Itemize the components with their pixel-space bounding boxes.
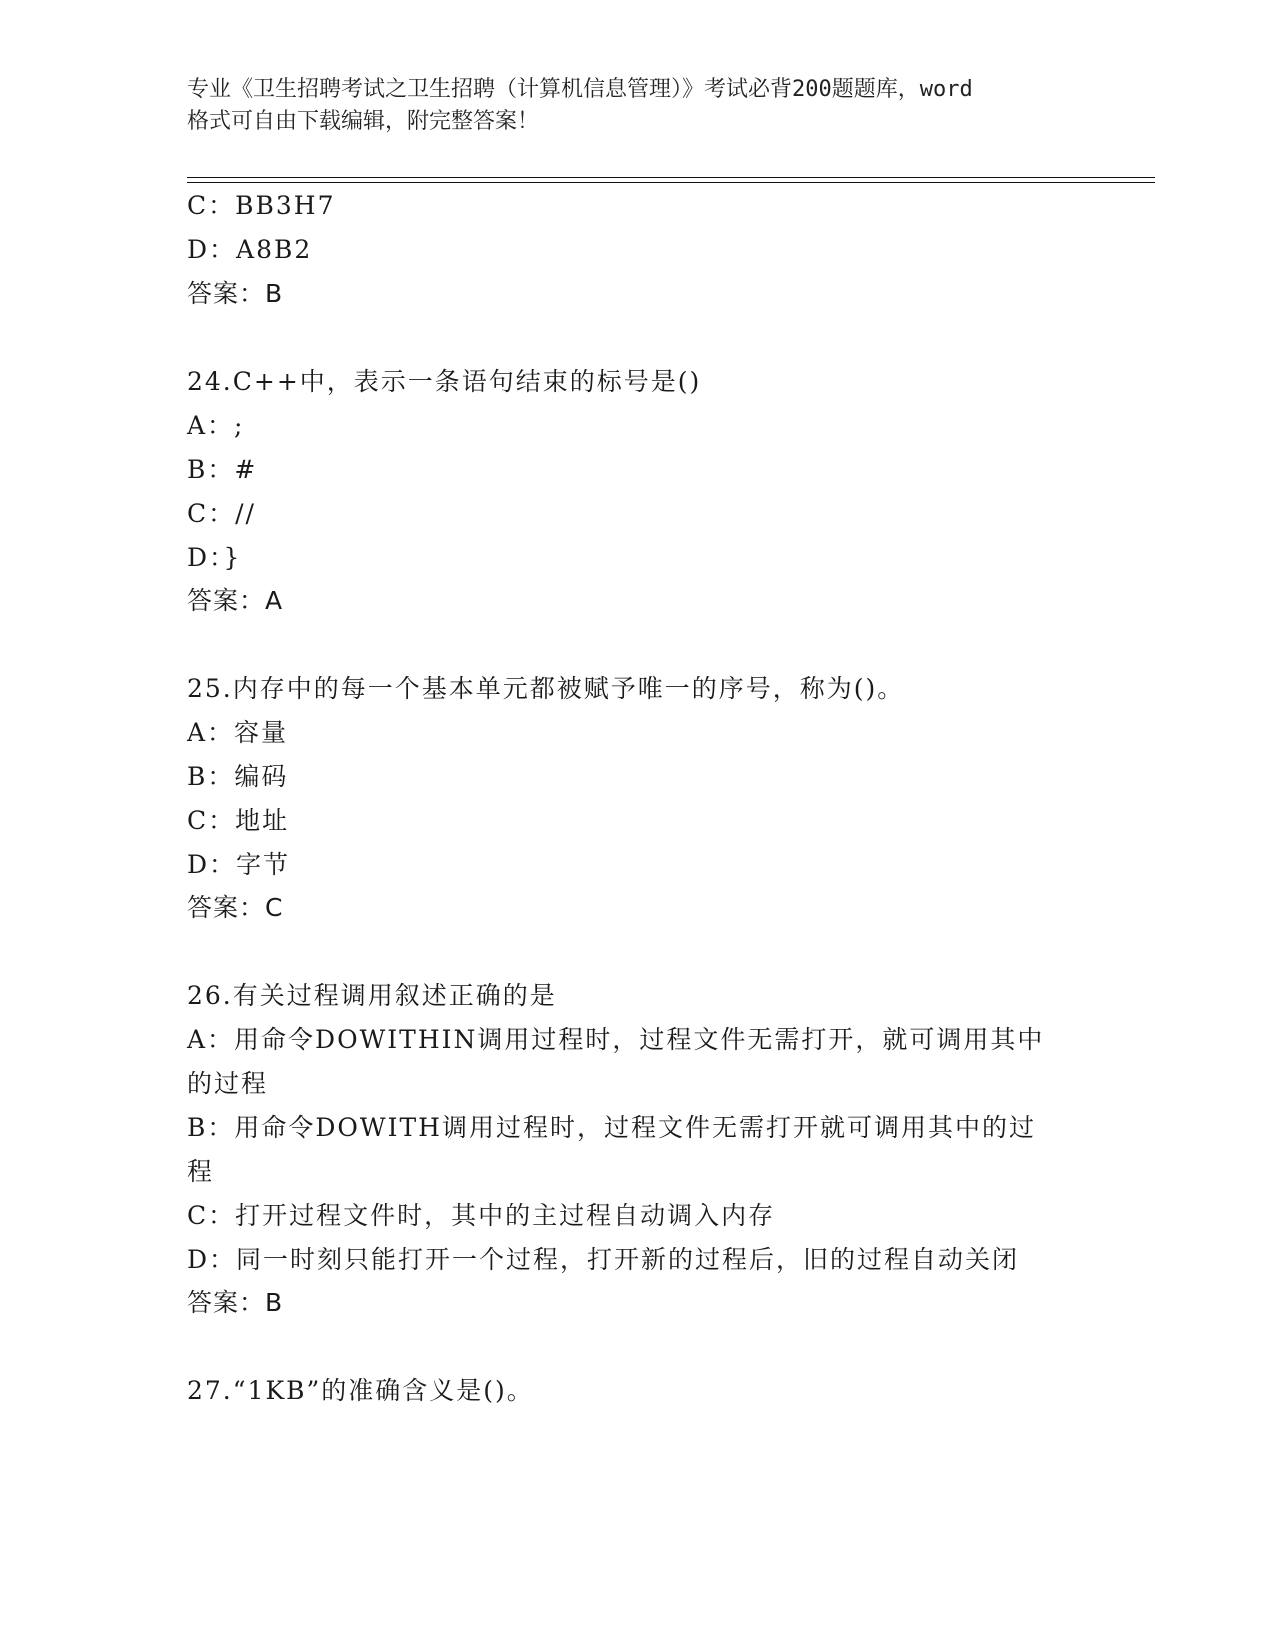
option-b: B：用命令DOWITH调用过程时，过程文件无需打开就可调用其中的过 (187, 1113, 1036, 1142)
option-c: C：BB3H7 (187, 191, 336, 220)
option-c: C：地址 (187, 806, 290, 835)
option-d: D：字节 (187, 850, 291, 879)
option-c: C：// (187, 499, 256, 528)
option-a: A：容量 (187, 718, 289, 747)
answer: 答案：C (187, 893, 284, 922)
option-d: D：同一时刻只能打开一个过程，打开新的过程后，旧的过程自动关闭 (187, 1245, 1020, 1274)
document-header (187, 74, 1087, 138)
header-divider-top (187, 177, 1155, 178)
option-a: A：用命令DOWITHIN调用过程时，过程文件无需打开，就可调用其中 (187, 1025, 1045, 1054)
answer: 答案：B (187, 1288, 284, 1317)
option-a-continued: 的过程 (187, 1069, 269, 1098)
header-line-1: 专业《卫生招聘考试之卫生招聘（计算机信息管理）》考试必背200题题库，word (187, 77, 973, 102)
option-c: C：打开过程文件时，其中的主过程自动调入内存 (187, 1201, 776, 1230)
option-d: D：} (187, 543, 242, 572)
header-divider-bottom (187, 182, 1155, 183)
header-line-2: 格式可自由下载编辑，附完整答案！ (187, 109, 540, 134)
question-24: 24.C++中，表示一条语句结束的标号是() (187, 367, 702, 396)
option-b-continued: 程 (187, 1157, 215, 1186)
question-26: 26.有关过程调用叙述正确的是 (187, 981, 557, 1010)
answer: 答案：B (187, 279, 284, 308)
question-25: 25.内存中的每一个基本单元都被赋予唯一的序号，称为()。 (187, 674, 905, 703)
option-b: B：编码 (187, 762, 289, 791)
option-b: B：# (187, 455, 258, 484)
question-27: 27.“1KB”的准确含义是()。 (187, 1376, 534, 1405)
answer: 答案：A (187, 586, 284, 615)
option-a: A：; (187, 411, 245, 440)
option-d: D：A8B2 (187, 235, 313, 264)
